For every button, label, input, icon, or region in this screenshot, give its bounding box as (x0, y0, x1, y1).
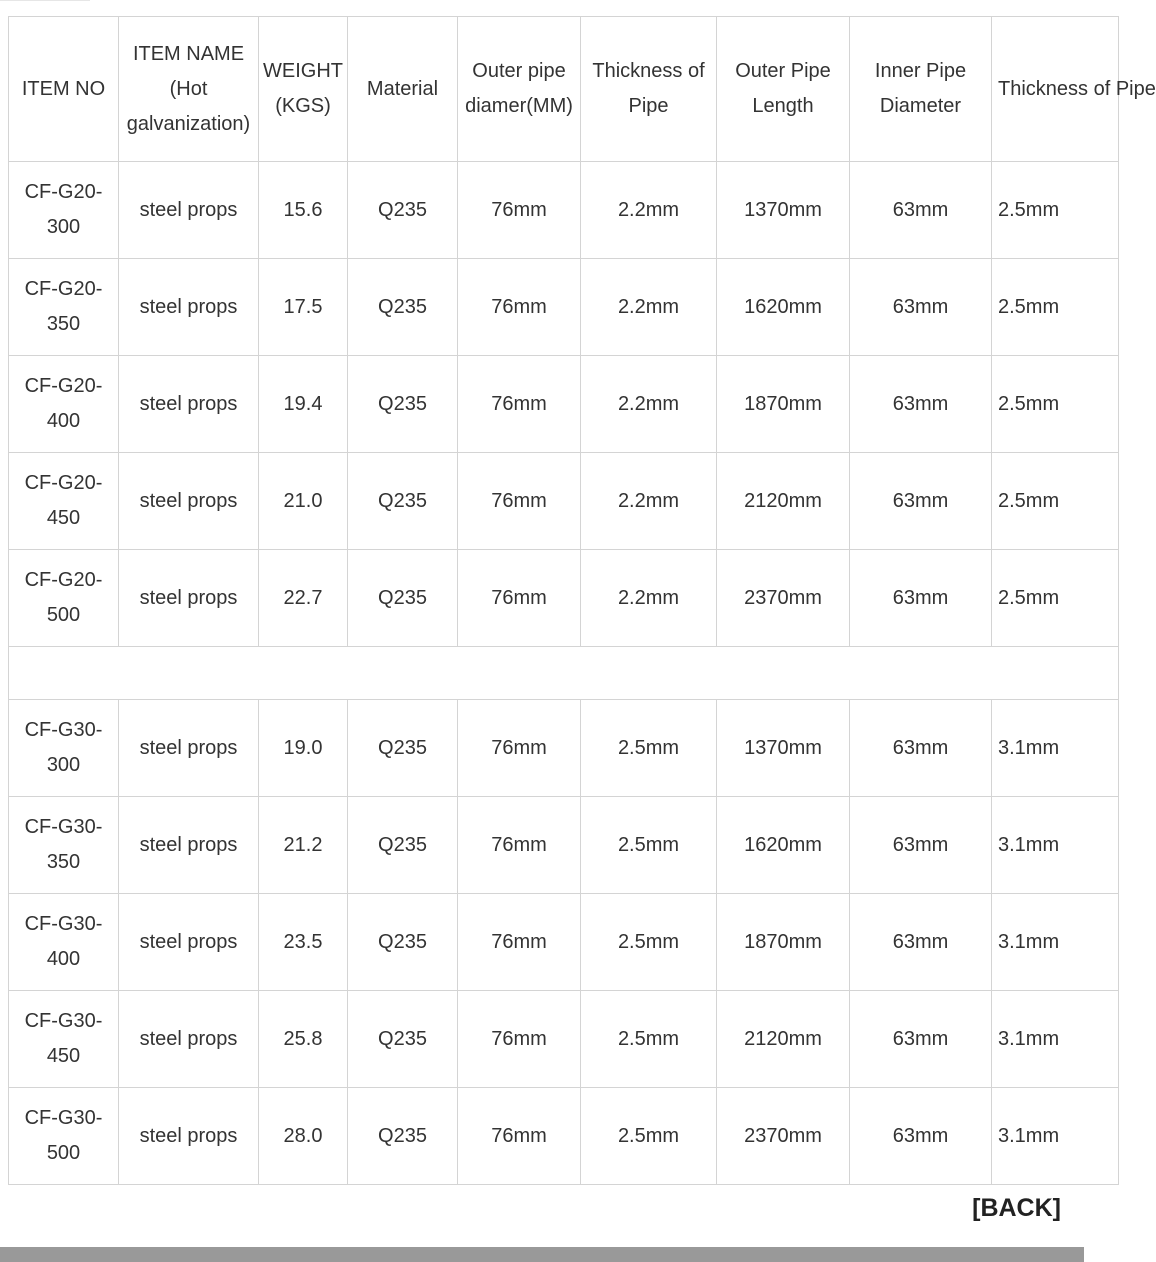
cell-item-no: CF-G20-300 (9, 162, 119, 259)
cell-material: Q235 (348, 453, 458, 550)
header-material: Material (348, 17, 458, 162)
cell-weight: 28.0 (259, 1088, 348, 1185)
cell-outer-pipe-diameter: 76mm (458, 894, 581, 991)
cell-inner-pipe-thickness: 2.5mm (992, 453, 1119, 550)
cell-inner-pipe-diameter: 63mm (850, 162, 992, 259)
cell-item-name: steel props (119, 259, 259, 356)
table-header-row (9, 17, 1119, 162)
cell-material: Q235 (348, 894, 458, 991)
cell-item-name: steel props (119, 453, 259, 550)
cell-outer-pipe-diameter: 76mm (458, 550, 581, 647)
cell-material: Q235 (348, 550, 458, 647)
cell-outer-pipe-diameter: 76mm (458, 453, 581, 550)
cell-item-name: steel props (119, 797, 259, 894)
cell-outer-pipe-thickness: 2.5mm (581, 1088, 717, 1185)
cell-inner-pipe-diameter: 63mm (850, 356, 992, 453)
cell-inner-pipe-thickness: 3.1mm (992, 894, 1119, 991)
table-row (9, 700, 1119, 797)
cell-item-name: steel props (119, 700, 259, 797)
cell-outer-pipe-diameter: 76mm (458, 1088, 581, 1185)
cell-inner-pipe-thickness: 3.1mm (992, 700, 1119, 797)
cell-inner-pipe-diameter: 63mm (850, 1088, 992, 1185)
cell-outer-pipe-diameter: 76mm (458, 162, 581, 259)
cell-outer-pipe-diameter: 76mm (458, 259, 581, 356)
cell-outer-pipe-thickness: 2.2mm (581, 356, 717, 453)
cell-material: Q235 (348, 700, 458, 797)
cell-outer-pipe-thickness: 2.5mm (581, 991, 717, 1088)
cell-item-no: CF-G20-400 (9, 356, 119, 453)
cell-inner-pipe-diameter: 63mm (850, 797, 992, 894)
cell-outer-pipe-length: 1370mm (717, 700, 850, 797)
cell-inner-pipe-diameter: 63mm (850, 894, 992, 991)
cell-weight: 23.5 (259, 894, 348, 991)
group-separator-row (9, 647, 1119, 700)
cell-outer-pipe-length: 2370mm (717, 550, 850, 647)
table-row (9, 453, 1119, 550)
cell-item-no: CF-G30-350 (9, 797, 119, 894)
table-body (9, 162, 1119, 1185)
cell-item-no: CF-G20-500 (9, 550, 119, 647)
header-item-name: ITEM NAME (Hot galvanization) (119, 17, 259, 162)
cell-weight: 25.8 (259, 991, 348, 1088)
cell-inner-pipe-thickness: 3.1mm (992, 1088, 1119, 1185)
cell-outer-pipe-diameter: 76mm (458, 356, 581, 453)
cell-weight: 22.7 (259, 550, 348, 647)
cell-inner-pipe-diameter: 63mm (850, 453, 992, 550)
cell-outer-pipe-thickness: 2.2mm (581, 162, 717, 259)
cell-outer-pipe-thickness: 2.2mm (581, 259, 717, 356)
table-row (9, 550, 1119, 647)
cell-item-no: CF-G30-500 (9, 1088, 119, 1185)
cell-item-name: steel props (119, 550, 259, 647)
table-row (9, 259, 1119, 356)
cell-material: Q235 (348, 162, 458, 259)
cell-outer-pipe-thickness: 2.2mm (581, 550, 717, 647)
cell-item-name: steel props (119, 894, 259, 991)
cell-material: Q235 (348, 1088, 458, 1185)
spec-table (8, 16, 1156, 1185)
cell-outer-pipe-diameter: 76mm (458, 797, 581, 894)
cell-outer-pipe-length: 1870mm (717, 356, 850, 453)
header-outer-pipe-diameter: Outer pipe diamer(MM) (458, 17, 581, 162)
cell-inner-pipe-diameter: 63mm (850, 550, 992, 647)
header-inner-pipe-thickness: Thickness of Pipe (992, 17, 1119, 162)
cell-item-no: CF-G30-450 (9, 991, 119, 1088)
cell-outer-pipe-length: 2120mm (717, 453, 850, 550)
cell-item-no: CF-G30-400 (9, 894, 119, 991)
cell-outer-pipe-length: 1620mm (717, 797, 850, 894)
table-row (9, 797, 1119, 894)
back-link[interactable]: [BACK] (972, 1194, 1061, 1222)
cell-weight: 21.0 (259, 453, 348, 550)
cell-material: Q235 (348, 797, 458, 894)
cell-item-name: steel props (119, 1088, 259, 1185)
table-row (9, 162, 1119, 259)
table-row (9, 1088, 1119, 1185)
cell-item-no: CF-G20-450 (9, 453, 119, 550)
cell-inner-pipe-thickness: 3.1mm (992, 797, 1119, 894)
cell-outer-pipe-length: 2370mm (717, 1088, 850, 1185)
cell-outer-pipe-length: 2120mm (717, 991, 850, 1088)
cell-inner-pipe-thickness: 2.5mm (992, 162, 1119, 259)
cell-item-name: steel props (119, 356, 259, 453)
top-divider (0, 0, 90, 1)
group-separator-cell (9, 647, 1119, 700)
cell-material: Q235 (348, 259, 458, 356)
cell-outer-pipe-diameter: 76mm (458, 700, 581, 797)
cell-outer-pipe-length: 1370mm (717, 162, 850, 259)
cell-inner-pipe-thickness: 3.1mm (992, 991, 1119, 1088)
header-item-no: ITEM NO (9, 17, 119, 162)
header-outer-pipe-length: Outer Pipe Length (717, 17, 850, 162)
spec-table-container[interactable] (8, 16, 1156, 1187)
cell-outer-pipe-length: 1870mm (717, 894, 850, 991)
cell-item-no: CF-G30-300 (9, 700, 119, 797)
cell-outer-pipe-length: 1620mm (717, 259, 850, 356)
header-weight: WEIGHT (KGS) (259, 17, 348, 162)
cell-item-name: steel props (119, 162, 259, 259)
cell-inner-pipe-diameter: 63mm (850, 259, 992, 356)
cell-outer-pipe-thickness: 2.5mm (581, 700, 717, 797)
cell-inner-pipe-thickness: 2.5mm (992, 259, 1119, 356)
cell-item-name: steel props (119, 991, 259, 1088)
cell-material: Q235 (348, 991, 458, 1088)
cell-inner-pipe-diameter: 63mm (850, 991, 992, 1088)
cell-inner-pipe-diameter: 63mm (850, 700, 992, 797)
table-row (9, 356, 1119, 453)
cell-weight: 19.0 (259, 700, 348, 797)
cell-weight: 15.6 (259, 162, 348, 259)
cell-weight: 17.5 (259, 259, 348, 356)
cell-item-no: CF-G20-350 (9, 259, 119, 356)
header-outer-pipe-thickness: Thickness of Pipe (581, 17, 717, 162)
cell-weight: 19.4 (259, 356, 348, 453)
footer-bar (0, 1247, 1084, 1262)
cell-outer-pipe-thickness: 2.2mm (581, 453, 717, 550)
cell-inner-pipe-thickness: 2.5mm (992, 550, 1119, 647)
cell-outer-pipe-thickness: 2.5mm (581, 894, 717, 991)
cell-outer-pipe-diameter: 76mm (458, 991, 581, 1088)
header-inner-pipe-diameter: Inner Pipe Diameter (850, 17, 992, 162)
cell-material: Q235 (348, 356, 458, 453)
cell-inner-pipe-thickness: 2.5mm (992, 356, 1119, 453)
table-row (9, 991, 1119, 1088)
cell-weight: 21.2 (259, 797, 348, 894)
table-row (9, 894, 1119, 991)
cell-outer-pipe-thickness: 2.5mm (581, 797, 717, 894)
